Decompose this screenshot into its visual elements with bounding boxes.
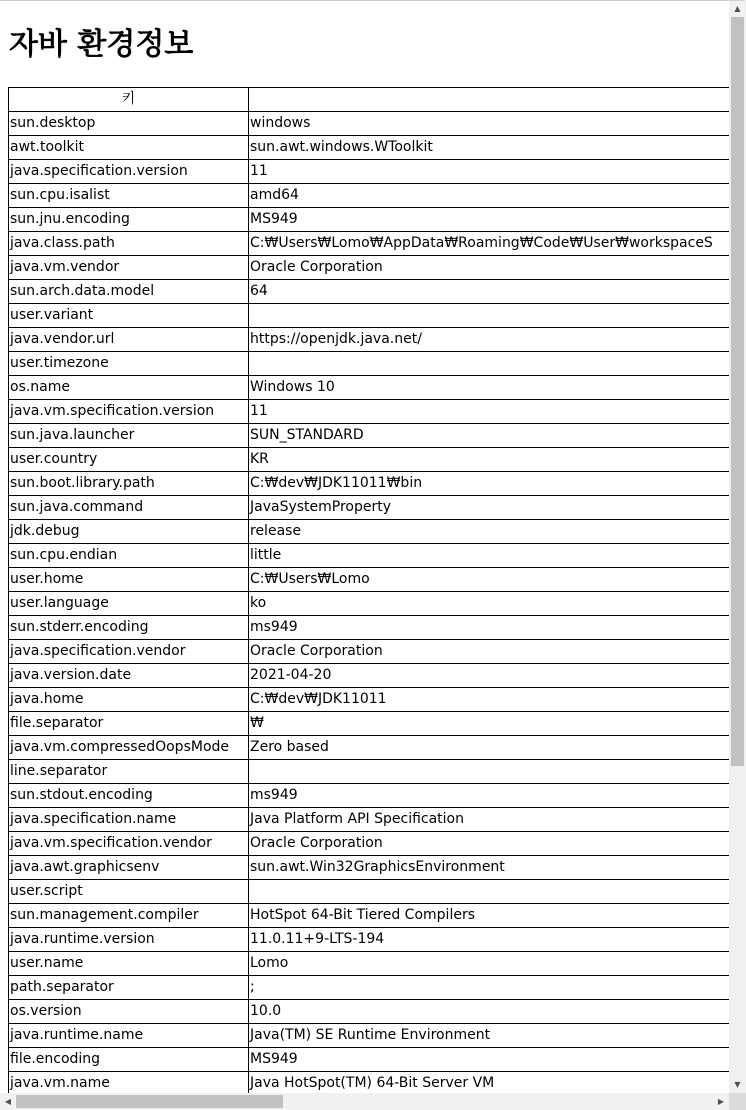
property-value: ;: [249, 976, 730, 1000]
arrow-left-icon[interactable]: ◀: [4, 1097, 12, 1106]
property-key: java.vm.specification.version: [9, 400, 249, 424]
property-key: java.vm.name: [9, 1072, 249, 1094]
table-row: [9, 784, 730, 808]
property-key: sun.jnu.encoding: [9, 208, 249, 232]
arrow-up-icon[interactable]: ▲: [734, 4, 741, 13]
vertical-scroll-thumb[interactable]: [731, 17, 744, 766]
property-value: HotSpot 64-Bit Tiered Compilers: [249, 904, 730, 928]
property-key: java.vm.vendor: [9, 256, 249, 280]
property-value: 11.0.11+9-LTS-194: [249, 928, 730, 952]
property-key: java.specification.version: [9, 160, 249, 184]
table-row: [9, 1072, 730, 1094]
table-row: [9, 352, 730, 376]
property-value: 2021-04-20: [249, 664, 730, 688]
property-key: sun.cpu.isalist: [9, 184, 249, 208]
property-key: file.separator: [9, 712, 249, 736]
table-row: [9, 1000, 730, 1024]
table-row: [9, 160, 730, 184]
property-key: java.runtime.name: [9, 1024, 249, 1048]
property-value: Lomo: [249, 952, 730, 976]
property-key: user.variant: [9, 304, 249, 328]
page-viewport: [0, 1, 729, 1093]
page-title: 자바 환경정보: [9, 27, 194, 62]
property-value: release: [249, 520, 730, 544]
arrow-right-icon[interactable]: ▶: [717, 1097, 725, 1106]
table-row: [9, 304, 730, 328]
table-row: [9, 136, 730, 160]
table-row: [9, 880, 730, 904]
property-value: MS949: [249, 1048, 730, 1072]
table-row: [9, 904, 730, 928]
property-key: sun.boot.library.path: [9, 472, 249, 496]
property-value: C:₩dev₩JDK11011: [249, 688, 730, 712]
table-row: [9, 400, 730, 424]
property-value: sun.awt.Win32GraphicsEnvironment: [249, 856, 730, 880]
table-row: [9, 568, 730, 592]
table-row: [9, 496, 730, 520]
property-value: Java HotSpot(TM) 64-Bit Server VM: [249, 1072, 730, 1094]
property-value: Windows 10: [249, 376, 730, 400]
property-key: user.name: [9, 952, 249, 976]
property-key: user.home: [9, 568, 249, 592]
property-key: sun.java.launcher: [9, 424, 249, 448]
table-row: [9, 928, 730, 952]
property-key: sun.java.command: [9, 496, 249, 520]
property-key: java.vm.compressedOopsMode: [9, 736, 249, 760]
property-value: 11: [249, 400, 730, 424]
property-value: https://openjdk.java.net/: [249, 328, 730, 352]
table-row: [9, 760, 730, 784]
table-row: [9, 688, 730, 712]
table-row: [9, 208, 730, 232]
property-value: C:₩Users₩Lomo₩AppData₩Roaming₩Code₩User₩workspaceS: [249, 232, 730, 256]
table-row: [9, 856, 730, 880]
property-key: sun.stderr.encoding: [9, 616, 249, 640]
table-row: [9, 112, 730, 136]
property-value: 64: [249, 280, 730, 304]
value-column-header: [249, 88, 730, 112]
table-row: [9, 592, 730, 616]
property-value: ko: [249, 592, 730, 616]
property-value: Oracle Corporation: [249, 832, 730, 856]
java-properties-table: [8, 87, 729, 1093]
property-key: path.separator: [9, 976, 249, 1000]
property-key: sun.stdout.encoding: [9, 784, 249, 808]
property-value: Zero based: [249, 736, 730, 760]
table-row: [9, 424, 730, 448]
property-key: sun.management.compiler: [9, 904, 249, 928]
horizontal-scrollbar[interactable]: [0, 1093, 729, 1110]
table-row: [9, 1048, 730, 1072]
property-key: os.version: [9, 1000, 249, 1024]
property-key: java.specification.name: [9, 808, 249, 832]
property-key: user.country: [9, 448, 249, 472]
property-value: JavaSystemProperty: [249, 496, 730, 520]
property-value: KR: [249, 448, 730, 472]
property-value: C:₩dev₩JDK11011₩bin: [249, 472, 730, 496]
table-row: [9, 184, 730, 208]
property-value: windows: [249, 112, 730, 136]
property-key: file.encoding: [9, 1048, 249, 1072]
property-value: 10.0: [249, 1000, 730, 1024]
scrollbar-corner: [729, 1093, 746, 1110]
property-key: jdk.debug: [9, 520, 249, 544]
property-value: amd64: [249, 184, 730, 208]
key-column-header: 키: [9, 88, 249, 112]
table-body: [9, 112, 730, 1094]
property-value: C:₩Users₩Lomo: [249, 568, 730, 592]
table-row: [9, 328, 730, 352]
property-key: java.home: [9, 688, 249, 712]
table-row: [9, 1024, 730, 1048]
property-key: java.version.date: [9, 664, 249, 688]
property-value: [249, 304, 730, 328]
property-key: java.runtime.version: [9, 928, 249, 952]
property-value: Java Platform API Specification: [249, 808, 730, 832]
table-row: [9, 544, 730, 568]
property-value: ms949: [249, 784, 730, 808]
property-key: os.name: [9, 376, 249, 400]
property-value: MS949: [249, 208, 730, 232]
property-key: user.timezone: [9, 352, 249, 376]
property-value: 11: [249, 160, 730, 184]
table-row: [9, 472, 730, 496]
property-value: ₩: [249, 712, 730, 736]
property-key: sun.cpu.endian: [9, 544, 249, 568]
table-row: [9, 952, 730, 976]
table-row: [9, 232, 730, 256]
property-value: Java(TM) SE Runtime Environment: [249, 1024, 730, 1048]
property-value: [249, 352, 730, 376]
property-key: java.class.path: [9, 232, 249, 256]
property-value: sun.awt.windows.WToolkit: [249, 136, 730, 160]
property-key: awt.toolkit: [9, 136, 249, 160]
property-key: user.script: [9, 880, 249, 904]
property-value: little: [249, 544, 730, 568]
property-key: user.language: [9, 592, 249, 616]
table-row: [9, 616, 730, 640]
property-value: Oracle Corporation: [249, 640, 730, 664]
table-row: [9, 736, 730, 760]
table-row: [9, 256, 730, 280]
property-value: [249, 760, 730, 784]
table-row: [9, 664, 730, 688]
property-key: java.awt.graphicsenv: [9, 856, 249, 880]
table-row: [9, 832, 730, 856]
table-row: [9, 976, 730, 1000]
vertical-scrollbar[interactable]: [729, 1, 746, 1093]
table-row: [9, 376, 730, 400]
property-value: [249, 880, 730, 904]
property-value: SUN_STANDARD: [249, 424, 730, 448]
table-row: [9, 448, 730, 472]
property-key: java.specification.vendor: [9, 640, 249, 664]
property-value: ms949: [249, 616, 730, 640]
table-row: [9, 520, 730, 544]
table-row: [9, 712, 730, 736]
horizontal-scroll-thumb[interactable]: [16, 1095, 283, 1108]
property-key: sun.arch.data.model: [9, 280, 249, 304]
table-row: [9, 808, 730, 832]
property-key: java.vm.specification.vendor: [9, 832, 249, 856]
arrow-down-icon[interactable]: ▼: [734, 1080, 741, 1089]
property-key: sun.desktop: [9, 112, 249, 136]
property-key: line.separator: [9, 760, 249, 784]
property-key: java.vendor.url: [9, 328, 249, 352]
table-header-row: [9, 88, 730, 112]
table-row: [9, 280, 730, 304]
property-value: Oracle Corporation: [249, 256, 730, 280]
table-row: [9, 640, 730, 664]
